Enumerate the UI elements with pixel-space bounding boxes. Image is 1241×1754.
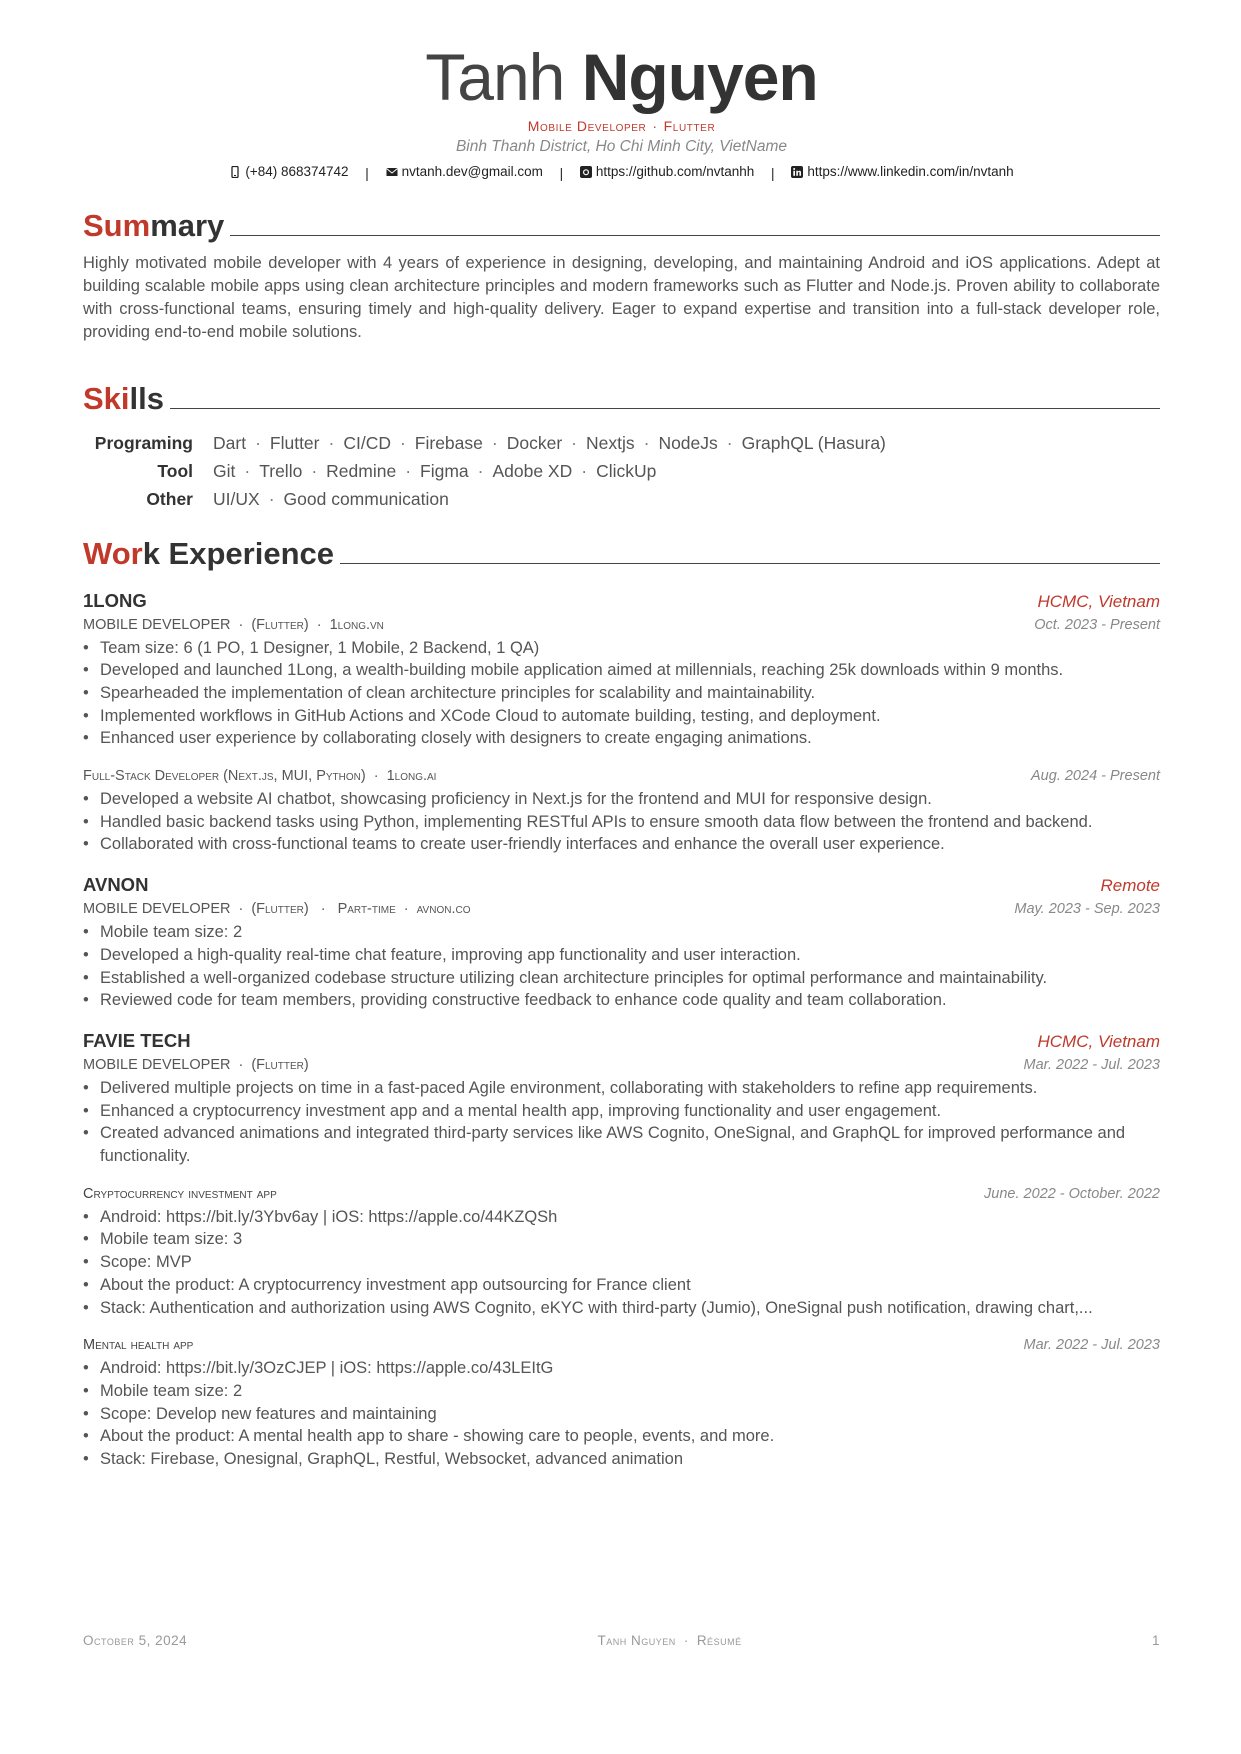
skill-separator: · xyxy=(399,432,406,453)
skill-separator: · xyxy=(477,460,484,481)
skill-item: ClickUp xyxy=(596,460,657,481)
summary-text: Highly motivated mobile developer with 4 years of experience in designing, developing, and maintaining Android and iOS applications. Adept at building scalable mobile apps using clean architecture principles and modern frameworks such as Flutter and Node.js. Proven ability to collaborate with cross-functional teams, ensuring timely and high-quality delivery. Eager to expand expertise and transition into a full-stack developer role, providing end-to-end mobile solutions. xyxy=(83,253,1160,341)
contact-line xyxy=(83,164,1160,181)
skill-item: CI/CD xyxy=(343,432,391,453)
bullet-item: • Created advanced animations and integrated third-party services like AWS Cognito, OneSignal, and GraphQL for improved performance and functionality. xyxy=(100,1122,1160,1167)
bullet-item: • Stack: Authentication and authorization using AWS Cognito, eKYC with third-party (Jumio), OneSignal push notification, drawing chart,... xyxy=(100,1297,1160,1320)
skill-category: Programing xyxy=(94,432,193,453)
envelope-icon xyxy=(386,166,398,178)
footer-separator: · xyxy=(683,1633,689,1648)
github-icon xyxy=(580,166,592,178)
job-date: May. 2023 - Sep. 2023 xyxy=(1014,901,1160,918)
skill-separator: · xyxy=(571,432,577,453)
bullet-item: • Enhanced a cryptocurrency investment app and a mental health app, improving functionality and user engagement. xyxy=(100,1100,1160,1123)
company-name: AVNON xyxy=(83,874,149,896)
skills-title-rest: lls xyxy=(129,380,164,416)
github-link: https://github.com/nvtanhh xyxy=(595,164,755,179)
project-title: Mental health app xyxy=(83,1337,194,1354)
bullet-item: • Developed a website AI chatbot, showcasing proficiency in Next.js for the frontend and MUI for responsive design. xyxy=(100,788,1160,811)
role-title: MOBILE DEVELOPER xyxy=(83,901,231,918)
role-title: Full-Stack Developer (Next.js, MUI, Python) xyxy=(83,768,366,785)
skill-separator: · xyxy=(581,460,588,481)
company-site: avnon.co xyxy=(416,901,471,918)
page-footer xyxy=(83,1633,1160,1648)
bullet-item: • Android: https://bit.ly/3Ybv6ay | iOS: https://apple.co/44KZQSh xyxy=(100,1206,1160,1229)
skill-item: Figma xyxy=(420,460,469,481)
summary-title-accent: Sum xyxy=(83,207,151,243)
role-tag: (Flutter) xyxy=(251,1056,309,1073)
job-date: Oct. 2023 - Present xyxy=(1034,616,1160,633)
skill-item: Firebase xyxy=(414,432,483,453)
skill-separator: · xyxy=(328,432,335,453)
skill-item: UI/UX xyxy=(213,488,260,509)
role-tag: (Flutter) xyxy=(251,901,309,918)
bullet-item: • Android: https://bit.ly/3OzCJEP | iOS: https://apple.co/43LEItG xyxy=(100,1357,1160,1380)
role-title: MOBILE DEVELOPER xyxy=(83,1056,231,1073)
last-name: Nguyen xyxy=(581,40,818,114)
github-contact[interactable] xyxy=(580,164,754,179)
skill-separator: · xyxy=(244,460,251,481)
skills-title-accent: Ski xyxy=(83,380,130,416)
project-mental-health-app xyxy=(83,1337,1160,1471)
skill-item: Redmine xyxy=(326,460,397,481)
linkedin-icon xyxy=(791,166,803,178)
bullet-item: • Mobile team size: 2 xyxy=(100,1380,1160,1403)
company-name: 1LONG xyxy=(83,589,147,611)
email-contact[interactable] xyxy=(386,164,543,179)
skill-item: Adobe XD xyxy=(492,460,573,481)
experience-entry-favie xyxy=(83,1030,1160,1168)
bullet-item: • Team size: 6 (1 PO, 1 Designer, 1 Mobile, 2 Backend, 1 QA) xyxy=(100,637,1160,660)
bullet-list xyxy=(83,637,1160,751)
project-crypto-app xyxy=(83,1186,1160,1320)
section-rule xyxy=(230,235,1160,236)
bullet-item: • Reviewed code for team members, providing constructive feedback to enhance code quality and team collaboration. xyxy=(100,989,1160,1012)
job-role: MOBILE DEVELOPER · (Flutter) xyxy=(83,1056,309,1073)
contact-separator: | xyxy=(559,165,564,181)
skill-items xyxy=(213,429,886,457)
bullet-item: • Spearheaded the implementation of clean architecture principles for scalability and maintainability. xyxy=(100,682,1160,705)
skill-separator: · xyxy=(268,488,275,509)
skill-item: Dart xyxy=(213,432,247,453)
summary-title-rest: mary xyxy=(150,207,225,243)
job-role: Full-Stack Developer (Next.js, MUI, Python) · 1long.ai xyxy=(83,768,437,785)
skills-title xyxy=(83,381,164,417)
linkedin-link: https://www.linkedin.com/in/nvtanh xyxy=(807,164,1014,179)
bullet-item: • Handled basic backend tasks using Python, implementing RESTful APIs to ensure smooth data flow between the frontend and backend. xyxy=(100,811,1160,834)
summary-heading xyxy=(83,208,1160,244)
job-role: MOBILE DEVELOPER · (Flutter) · 1long.vn xyxy=(83,616,384,633)
resume-page xyxy=(83,38,1160,1471)
bullet-item: • Mobile team size: 2 xyxy=(100,921,1160,944)
footer-name: Tanh Nguyen xyxy=(597,1633,676,1648)
company-location: HCMC, Vietnam xyxy=(1037,1031,1160,1051)
skill-separator: · xyxy=(643,432,650,453)
skill-item: Good communication xyxy=(283,488,449,509)
role-tag: (Flutter) xyxy=(251,616,309,633)
phone-number: (+84) 868374742 xyxy=(245,164,349,179)
bullet-list xyxy=(83,788,1160,856)
full-name xyxy=(83,38,1160,116)
bullet-item: • Developed and launched 1Long, a wealth-building mobile application aimed at millennials, reaching 25k downloads within 9 months. xyxy=(100,659,1160,682)
company-location: HCMC, Vietnam xyxy=(1037,591,1160,611)
skill-category: Tool xyxy=(157,460,193,481)
experience-subentry-1long-ai xyxy=(83,768,1160,856)
job-type: Part-time xyxy=(337,901,396,918)
skill-row xyxy=(83,485,1160,513)
footer-title xyxy=(598,1633,742,1648)
skill-item: NodeJs xyxy=(658,432,718,453)
first-name: Tanh xyxy=(425,40,565,114)
project-date: Mar. 2022 - Jul. 2023 xyxy=(1023,1337,1160,1354)
skill-separator: · xyxy=(405,460,412,481)
skills-heading xyxy=(83,381,1160,417)
position-framework: Flutter xyxy=(663,118,716,134)
skill-item: Nextjs xyxy=(585,432,635,453)
skill-item: Flutter xyxy=(269,432,320,453)
bullet-item: • Stack: Firebase, Onesignal, GraphQL, Restful, Websocket, advanced animation xyxy=(100,1448,1160,1471)
skill-item: Git xyxy=(213,460,236,481)
footer-date: October 5, 2024 xyxy=(83,1633,188,1648)
experience-title xyxy=(83,536,334,572)
section-rule xyxy=(170,408,1160,409)
skill-category: Other xyxy=(146,488,193,509)
address: Binh Thanh District, Ho Chi Minh City, VietName xyxy=(455,138,788,155)
company-site: 1long.ai xyxy=(386,768,437,785)
company-site: 1long.vn xyxy=(329,616,384,633)
bullet-item: • Established a well-organized codebase structure utilizing clean architecture principles for optimal performance and maintainability. xyxy=(100,967,1160,990)
skill-items xyxy=(213,457,656,485)
company-name: FAVIE TECH xyxy=(83,1029,191,1051)
bullet-list xyxy=(83,1077,1160,1168)
skill-item: Docker xyxy=(506,432,563,453)
skill-item: GraphQL (Hasura) xyxy=(741,432,886,453)
phone-contact[interactable] xyxy=(229,164,348,179)
linkedin-contact[interactable] xyxy=(791,164,1013,179)
role-title: MOBILE DEVELOPER xyxy=(83,616,231,633)
bullet-list xyxy=(83,1206,1160,1320)
position-title: Mobile Developer xyxy=(527,118,647,134)
bullet-item: • About the product: A cryptocurrency investment app outsourcing for France client xyxy=(100,1274,1160,1297)
bullet-item: • Developed a high-quality real-time chat feature, improving app functionality and user interaction. xyxy=(100,944,1160,967)
experience-heading xyxy=(83,536,1160,572)
experience-entry-1long xyxy=(83,590,1160,751)
skill-item: Trello xyxy=(259,460,303,481)
page-number: 1 xyxy=(1151,1633,1160,1648)
bullet-item: • Mobile team size: 3 xyxy=(100,1228,1160,1251)
skill-separator: · xyxy=(491,432,498,453)
contact-separator: | xyxy=(771,165,775,181)
mobile-icon xyxy=(229,166,241,178)
experience-title-rest: k Experience xyxy=(142,535,334,571)
skill-separator: · xyxy=(255,432,261,453)
position-separator: · xyxy=(652,118,658,134)
bullet-item: • About the product: A mental health app to share - showing care to people, events, and more. xyxy=(100,1425,1160,1448)
bullet-item: • Delivered multiple projects on time in a fast-paced Agile environment, collaborating with stakeholders to refine app requirements. xyxy=(100,1077,1160,1100)
resume-header xyxy=(83,38,1160,181)
section-rule xyxy=(340,563,1160,564)
skills-table xyxy=(83,429,1160,513)
bullet-item: • Implemented workflows in GitHub Actions and XCode Cloud to automate building, testing, and deployment. xyxy=(100,705,1160,728)
bullet-list xyxy=(83,921,1160,1012)
company-location: Remote xyxy=(1100,876,1160,896)
experience-title-accent: Wor xyxy=(83,535,143,571)
skill-row xyxy=(83,429,1160,457)
skill-separator: · xyxy=(311,460,318,481)
email-address: nvtanh.dev@gmail.com xyxy=(401,164,543,179)
skill-row xyxy=(83,457,1160,485)
position-line xyxy=(83,118,1160,134)
bullet-item: • Scope: Develop new features and maintaining xyxy=(100,1403,1160,1426)
summary-title xyxy=(83,208,224,244)
project-date: June. 2022 - October. 2022 xyxy=(984,1185,1160,1202)
footer-doc: Résumé xyxy=(696,1633,742,1648)
bullet-item: • Enhanced user experience by collaborating closely with designers to create engaging animations. xyxy=(100,727,1160,750)
job-role: MOBILE DEVELOPER · (Flutter) · Part-time · avnon.co xyxy=(83,901,471,918)
experience-entry-avnon xyxy=(83,874,1160,1012)
job-date: Mar. 2022 - Jul. 2023 xyxy=(1023,1056,1160,1073)
skill-separator: · xyxy=(726,432,733,453)
bullet-list xyxy=(83,1357,1160,1471)
job-date: Aug. 2024 - Present xyxy=(1031,768,1160,785)
bullet-item: • Collaborated with cross-functional teams to create user-friendly interfaces and enhance the overall user experience. xyxy=(100,833,1160,856)
bullet-item: • Scope: MVP xyxy=(100,1251,1160,1274)
skill-items xyxy=(213,485,449,513)
contact-separator: | xyxy=(365,165,369,181)
project-title: Cryptocurrency investment app xyxy=(83,1185,277,1202)
